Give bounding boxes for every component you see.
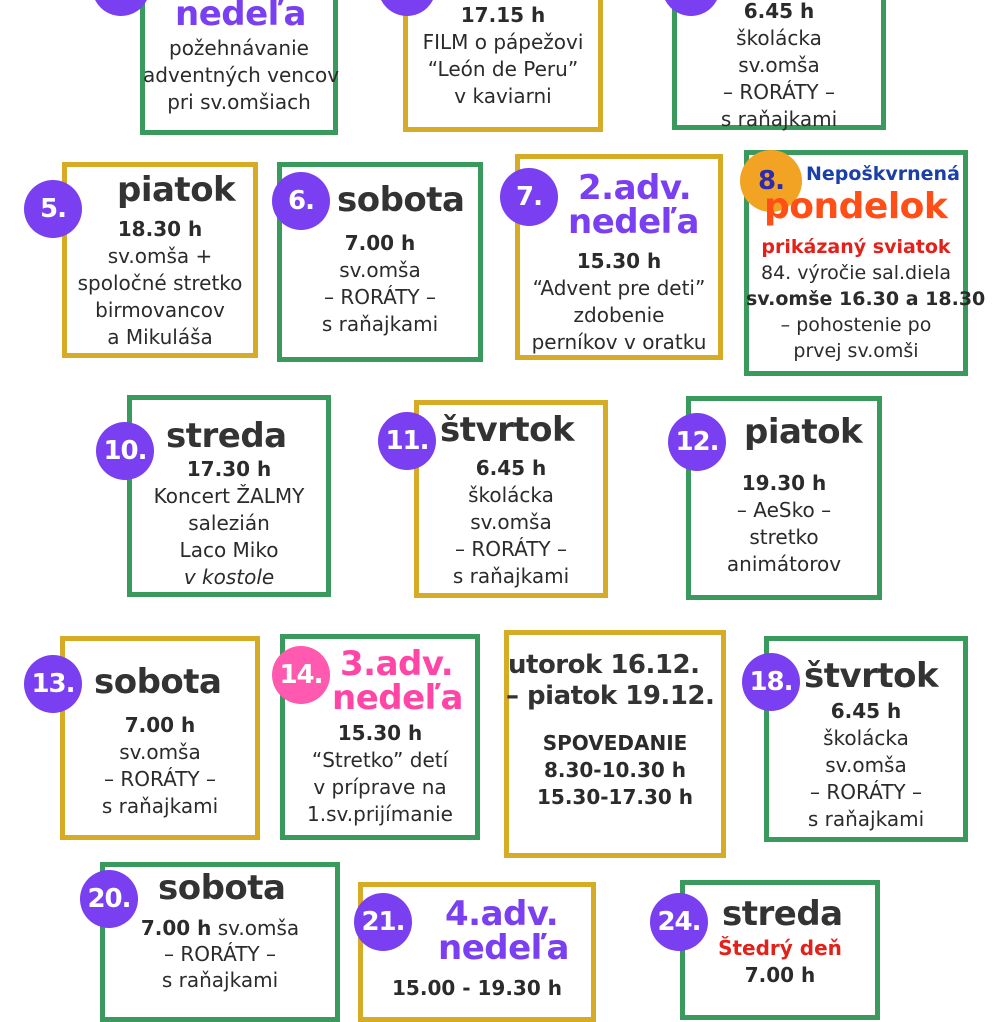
date-badge: 6. xyxy=(272,172,330,230)
event-description: požehnávanie adventných vencov pri sv.omšiach xyxy=(143,36,340,114)
event-description: prikázaný sviatok 84. výročie sal.diela sv.omše 16.30 a 18.30 – pohostenie po prvej sv.omši xyxy=(746,236,986,362)
day-name: streda xyxy=(722,894,843,934)
date-badge: 14. xyxy=(272,646,330,704)
event-description: 6.45 h školácka sv.omša – RORÁTY – s raňajkami xyxy=(720,0,838,131)
date-badge: 5. xyxy=(24,180,82,238)
day-name: 3.adv. xyxy=(340,644,454,684)
date-range-end: – piatok 19.12. xyxy=(506,681,715,711)
date-range-start: utorok 16.12. xyxy=(508,650,700,680)
day-name-2: nedeľa xyxy=(438,928,569,968)
day-name: piatok xyxy=(744,412,863,452)
event-description: 17.30 h Koncert ŽALMY salezián Laco Miko v kostole xyxy=(153,457,305,589)
date-badge: 18. xyxy=(742,653,800,711)
day-name: 4.adv. xyxy=(445,894,559,934)
day-name: 2.adv. xyxy=(578,168,692,208)
event-description: 7.00 h sv.omša – RORÁTY – s raňajkami xyxy=(140,916,300,992)
day-name: štvrtok xyxy=(440,410,575,450)
date-badge: 13. xyxy=(24,655,82,713)
date-badge: 11. xyxy=(378,412,436,470)
event-description: Štedrý deň 7.00 h xyxy=(718,936,842,987)
event-description: 7.00 h sv.omša – RORÁTY – s raňajkami xyxy=(101,713,219,818)
date-badge: 24. xyxy=(650,893,708,951)
event-description: 15.30 h “Advent pre deti” zdobenie perníkov v oratku xyxy=(531,249,707,354)
date-badge: 8. xyxy=(740,150,802,212)
event-description: 6.45 h školácka sv.omša – RORÁTY – s raňajkami xyxy=(807,699,925,831)
event-description: 6.45 h školácka sv.omša – RORÁTY – s raňajkami xyxy=(452,456,570,588)
event-description: SPOVEDANIE 8.30-10.30 h 15.30-17.30 h xyxy=(536,731,694,809)
event-description: 17.15 h FILM o pápežovi “León de Peru” v kaviarni xyxy=(422,3,584,108)
event-description: 7.00 h sv.omša – RORÁTY – s raňajkami xyxy=(321,231,439,336)
date-badge: 20. xyxy=(80,870,138,928)
feast-name: Nepoškvrnená xyxy=(806,163,960,185)
day-name: nedeľa xyxy=(175,0,306,34)
date-badge: 10. xyxy=(96,422,154,480)
day-name: sobota xyxy=(94,662,222,702)
day-name: sobota xyxy=(158,868,286,908)
event-description: 18.30 h sv.omša + spoločné stretko birmovancov a Mikuláša xyxy=(77,217,243,349)
day-name: štvrtok xyxy=(804,656,939,696)
day-name: piatok xyxy=(117,170,236,210)
date-badge: 12. xyxy=(668,413,726,471)
day-name-2: nedeľa xyxy=(332,678,463,718)
date-badge: 21. xyxy=(354,893,412,951)
day-name: sobota xyxy=(337,180,465,220)
event-description: 19.30 h – AeSko – stretko animátorov xyxy=(726,471,842,576)
day-name: streda xyxy=(166,416,287,456)
event-description: 15.30 h “Stretko” detí v príprave na 1.sv.prijímanie xyxy=(306,721,453,826)
date-badge: 7. xyxy=(500,168,558,226)
day-name: pondelok xyxy=(764,186,948,227)
event-description: 15.00 - 19.30 h xyxy=(392,976,562,1000)
day-name-2: nedeľa xyxy=(568,202,699,242)
